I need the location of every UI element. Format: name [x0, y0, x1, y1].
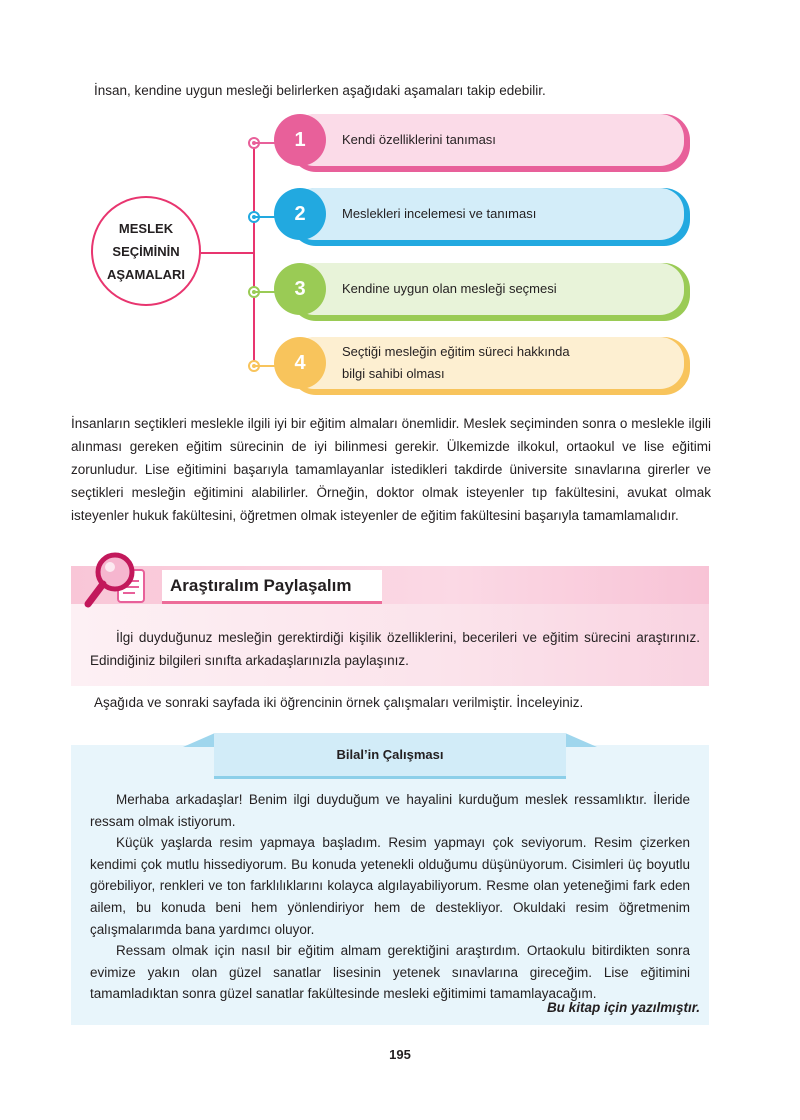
examples-note: Aşağıda ve sonraki sayfada iki öğrencinin örnek çalışmaları verilmiştir. İnceleyiniz. — [94, 695, 584, 710]
step-3-text: Kendine uygun olan mesleği seçmesi — [342, 281, 557, 296]
page-number: 195 — [389, 1047, 411, 1062]
step-1-number: 1 — [274, 114, 326, 166]
magnifier-icon — [82, 548, 162, 616]
step-2 — [290, 188, 690, 246]
step-4-text: Seçtiği mesleğin eğitim süreci hakkında bilgi sahibi olması — [342, 344, 570, 381]
bilal-source: Bu kitap için yazılmıştır. — [546, 1000, 700, 1015]
step-1-text: Kendi özelliklerini tanıması — [342, 132, 496, 147]
hub-label: MESLEK SEÇİMİNİN AŞAMALARI — [107, 220, 185, 282]
bilal-body — [90, 789, 690, 1005]
diagram-hub — [91, 196, 201, 306]
step-3-number: 3 — [274, 263, 326, 315]
hub-connector — [201, 252, 254, 254]
research-title-box — [162, 570, 382, 604]
research-title: Araştıralım Paylaşalım — [170, 576, 352, 595]
step-1 — [290, 114, 690, 172]
step-4-number: 4 — [274, 337, 326, 389]
bilal-tab-left — [183, 733, 215, 747]
intro-text: İnsan, kendine uygun mesleği belirlerken aşağıdaki aşamaları takip edebilir. — [94, 83, 546, 98]
research-body: İlgi duyduğunuz mesleğin gerektirdiği kişilik özelliklerini, becerileri ve eğitim sürecini araştırınız. Edindiğiniz bilgileri sınıfta arkadaşlarınızla paylaşınız. — [90, 630, 700, 668]
step-2-text: Meslekleri incelemesi ve tanıması — [342, 206, 537, 221]
step-2-number: 2 — [274, 188, 326, 240]
step-4 — [290, 337, 690, 395]
bilal-tab-right — [565, 733, 597, 747]
bilal-paragraph-1: Merhaba arkadaşlar! Benim ilgi duyduğum ve hayalini kurduğum meslek ressamlıktır. İleride ressam olmak istiyorum. — [90, 792, 690, 829]
bilal-title-box — [214, 733, 566, 779]
bilal-paragraph-3: Ressam olmak için nasıl bir eğitim almam gerektiğini araştırdım. Ortaokulu bitirdikten sonra evimize yakın olan güzel sanatlar lisesinin yetenek sınavlarına gireceğim. Lise eğitimini tamamladıktan sonra güzel sanatlar fakültesinde mesleki eğitimimi tamamlayacağım. — [90, 943, 690, 1002]
body-paragraph: İnsanların seçtikleri meslekle ilgili iyi bir eğitim almaları önemlidir. Meslek seçiminden sonra o meslekle ilgili alınması gereken eğitim sürecinin de iyi bilinmesi gerekir. Ülkemizde ilkokul, ortaokul ve lise eğitimi zorunludur. Lise eğitimini başarıyla tamamlayanlar istedikleri takdirde üniversite sınavlarına girerler ve seçtikleri mesleğin eğitimini alabilirler. Örneğin, doktor olmak isteyenler tıp fakültesini, avukat olmak isteyenler hukuk fakültesini, öğretmen olmak isteyenler de eğitim fakültesini başarıyla tamamlamalıdır. — [71, 416, 711, 523]
bilal-paragraph-2: Küçük yaşlarda resim yapmaya başladım. Resim yapmayı çok seviyorum. Resim çizerken kendimi çok mutlu hissediyorum. Bu konuda yetenekli olduğumu düşünüyorum. Cisimleri üç boyutlu görebiliyor, renkleri ve ton farklılıklarını kolayca algılayabiliyorum. Resme olan yeteneğimi fark eden ailem, bu konuda beni hem yönlendiriyor hem de destekliyor. Okuldaki resim öğretmenim çalışmalarımda bana yardımcı oluyor. — [90, 835, 690, 937]
diagram-trunk — [253, 143, 255, 367]
step-3 — [290, 263, 690, 321]
bilal-title: Bilal’in Çalışması — [336, 747, 444, 762]
